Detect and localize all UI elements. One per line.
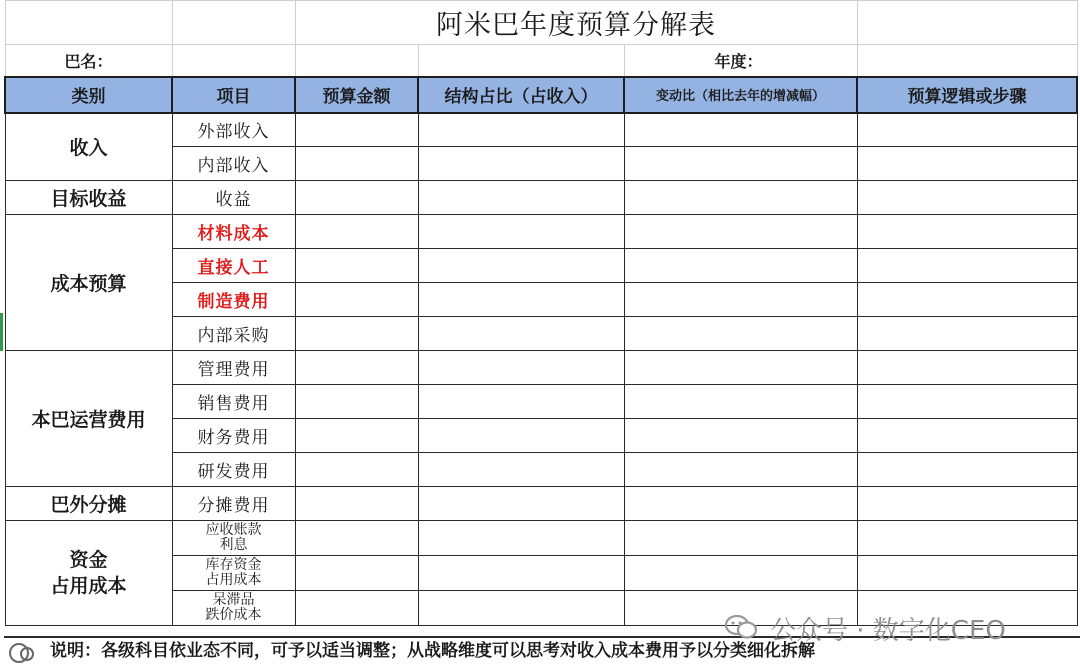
category-cell[interactable]: 收入 (5, 113, 172, 181)
budget-cell[interactable] (295, 419, 418, 453)
budget-cell[interactable] (295, 147, 418, 181)
category-cell[interactable]: 成本预算 (5, 215, 172, 351)
logic-cell[interactable] (857, 317, 1077, 351)
change-cell[interactable] (624, 385, 857, 419)
logic-cell[interactable] (857, 419, 1077, 453)
header-budget-logic[interactable]: 预算逻辑或步骤 (857, 77, 1077, 113)
sheet-title[interactable]: 阿米巴年度预算分解表 (295, 1, 857, 45)
year-label[interactable]: 年度： (624, 45, 857, 77)
blank-cell[interactable] (172, 1, 295, 45)
logic-cell[interactable] (857, 487, 1077, 521)
change-cell[interactable] (624, 147, 857, 181)
ratio-cell[interactable] (418, 181, 624, 215)
item-cell-highlight[interactable]: 材料成本 (172, 215, 295, 249)
change-cell[interactable] (624, 317, 857, 351)
watermark-text: 公众号 · 数字化CEO (770, 616, 1006, 646)
change-cell[interactable] (624, 419, 857, 453)
change-cell[interactable] (624, 556, 857, 591)
logic-cell[interactable] (857, 521, 1077, 556)
budget-cell[interactable] (295, 591, 418, 626)
change-cell[interactable] (624, 113, 857, 147)
budget-cell[interactable] (295, 113, 418, 147)
item-cell[interactable]: 财务费用 (172, 419, 295, 453)
budget-cell[interactable] (295, 453, 418, 487)
item-cell-highlight[interactable]: 直接人工 (172, 249, 295, 283)
item-cell[interactable]: 呆滞品 跌价成本 (172, 591, 295, 626)
ba-name-label[interactable]: 巴名： (5, 45, 172, 77)
item-cell[interactable]: 分摊费用 (172, 487, 295, 521)
item-cell[interactable]: 管理费用 (172, 351, 295, 385)
ratio-cell[interactable] (418, 317, 624, 351)
ratio-cell[interactable] (418, 521, 624, 556)
header-change-ratio[interactable]: 变动比（相比去年的增减幅） (624, 77, 857, 113)
change-cell[interactable] (624, 453, 857, 487)
header-budget-amount[interactable]: 预算金额 (295, 77, 418, 113)
year-value[interactable] (857, 45, 1077, 77)
logic-cell[interactable] (857, 147, 1077, 181)
budget-cell[interactable] (295, 556, 418, 591)
change-cell[interactable] (624, 181, 857, 215)
category-cell[interactable]: 巴外分摊 (5, 487, 172, 521)
change-cell[interactable] (624, 215, 857, 249)
ratio-cell[interactable] (418, 385, 624, 419)
wechat-icon (724, 612, 758, 642)
budget-cell[interactable] (295, 249, 418, 283)
change-cell[interactable] (624, 249, 857, 283)
logic-cell[interactable] (857, 113, 1077, 147)
item-cell[interactable]: 应收账款 利息 (172, 521, 295, 556)
budget-cell[interactable] (295, 385, 418, 419)
item-cell[interactable]: 销售费用 (172, 385, 295, 419)
ratio-cell[interactable] (418, 453, 624, 487)
ratio-cell[interactable] (418, 591, 624, 626)
logic-cell[interactable] (857, 385, 1077, 419)
budget-table (4, 0, 1078, 626)
row-selection-marker (0, 313, 3, 351)
ratio-cell[interactable] (418, 419, 624, 453)
logic-cell[interactable] (857, 453, 1077, 487)
budget-cell[interactable] (295, 351, 418, 385)
header-item[interactable]: 项目 (172, 77, 295, 113)
blank-cell[interactable] (418, 45, 624, 77)
item-cell[interactable]: 内部收入 (172, 147, 295, 181)
budget-cell[interactable] (295, 317, 418, 351)
budget-cell[interactable] (295, 215, 418, 249)
footnote[interactable]: 说明：各级科目依业态不同，可予以适当调整；从战略维度可以思考对收入成本费用予以分类细化拆解 (50, 641, 815, 661)
ratio-cell[interactable] (418, 147, 624, 181)
ratio-cell[interactable] (418, 556, 624, 591)
change-cell[interactable] (624, 283, 857, 317)
ratio-cell[interactable] (418, 249, 624, 283)
change-cell[interactable] (624, 521, 857, 556)
ratio-cell[interactable] (418, 351, 624, 385)
ratio-cell[interactable] (418, 283, 624, 317)
budget-cell[interactable] (295, 487, 418, 521)
logic-cell[interactable] (857, 351, 1077, 385)
change-cell[interactable] (624, 487, 857, 521)
category-cell[interactable]: 目标收益 (5, 181, 172, 215)
budget-cell[interactable] (295, 181, 418, 215)
item-cell[interactable]: 研发费用 (172, 453, 295, 487)
ratio-cell[interactable] (418, 487, 624, 521)
logic-cell[interactable] (857, 249, 1077, 283)
logic-cell[interactable] (857, 556, 1077, 591)
item-cell[interactable]: 收益 (172, 181, 295, 215)
blank-cell[interactable] (5, 1, 172, 45)
ratio-cell[interactable] (418, 215, 624, 249)
blank-cell[interactable] (295, 45, 418, 77)
wechat-source-icon (8, 640, 36, 666)
change-cell[interactable] (624, 351, 857, 385)
logic-cell[interactable] (857, 215, 1077, 249)
header-category[interactable]: 类别 (5, 77, 172, 113)
ba-name-value[interactable] (172, 45, 295, 77)
category-cell[interactable]: 本巴运营费用 (5, 351, 172, 487)
item-cell[interactable]: 外部收入 (172, 113, 295, 147)
header-structure-ratio[interactable]: 结构占比（占收入） (418, 77, 624, 113)
budget-cell[interactable] (295, 521, 418, 556)
logic-cell[interactable] (857, 181, 1077, 215)
item-cell-highlight[interactable]: 制造费用 (172, 283, 295, 317)
blank-cell[interactable] (857, 1, 1077, 45)
category-cell[interactable]: 资金 占用成本 (5, 521, 172, 626)
item-cell[interactable]: 库存资金 占用成本 (172, 556, 295, 591)
item-cell[interactable]: 内部采购 (172, 317, 295, 351)
logic-cell[interactable] (857, 283, 1077, 317)
ratio-cell[interactable] (418, 113, 624, 147)
budget-cell[interactable] (295, 283, 418, 317)
